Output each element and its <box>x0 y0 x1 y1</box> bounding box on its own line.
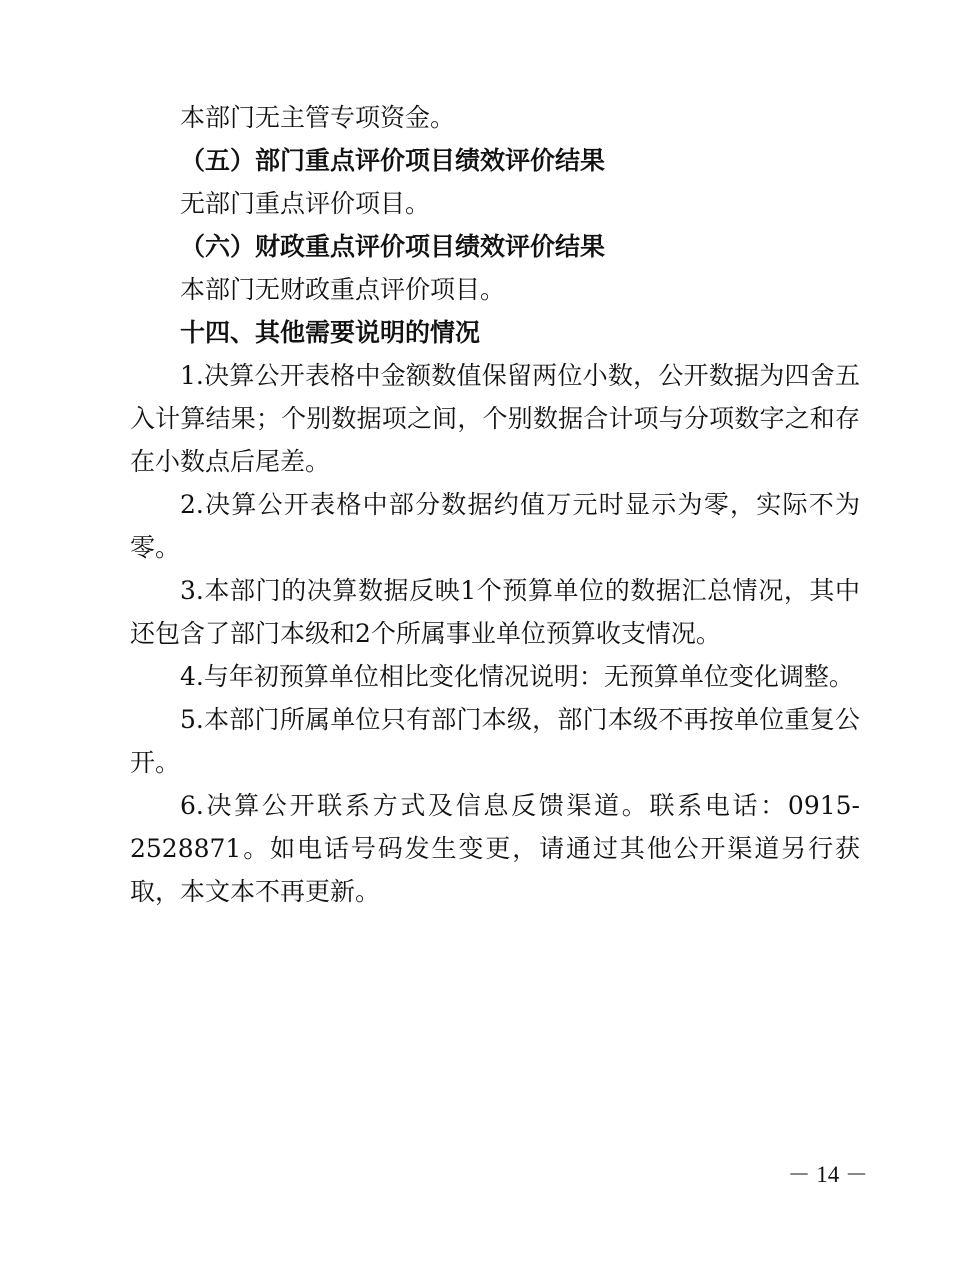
note-item-4: 4.与年初预算单位相比变化情况说明：无预算单位变化调整。 <box>180 662 854 691</box>
note-item-2: 2.决算公开表格中部分数据约值万元时显示为零，实际不为零。 <box>130 490 860 562</box>
paragraph-no-finance-key-projects: 本部门无财政重点评价项目。 <box>180 275 506 304</box>
heading-finance-key-evaluation: （六）财政重点评价项目绩效评价结果 <box>180 232 606 261</box>
note-item-1: 1.决算公开表格中金额数值保留两位小数，公开数据为四舍五入计算结果；个别数据项之间，个别数据合计项与分项数字之和存在小数点后尾差。 <box>130 361 860 476</box>
note-item-5: 5.本部门所属单位只有部门本级，部门本级不再按单位重复公开。 <box>130 705 860 777</box>
paragraph-no-dept-key-projects: 无部门重点评价项目。 <box>180 189 431 218</box>
paragraph-no-special-funds: 本部门无主管专项资金。 <box>180 103 456 132</box>
document-body <box>130 96 860 913</box>
page-number: － 14 － <box>787 1162 868 1187</box>
note-item-3: 3.本部门的决算数据反映1个预算单位的数据汇总情况，其中还包含了部门本级和2个所属事业单位预算收支情况。 <box>130 576 860 648</box>
note-item-6: 6.决算公开联系方式及信息反馈渠道。联系电话：0915-2528871。如电话号码发生变更，请通过其他公开渠道另行获取，本文本不再更新。 <box>130 791 860 906</box>
heading-dept-key-evaluation: （五）部门重点评价项目绩效评价结果 <box>180 146 606 175</box>
section-heading-other-notes: 十四、其他需要说明的情况 <box>180 318 481 347</box>
